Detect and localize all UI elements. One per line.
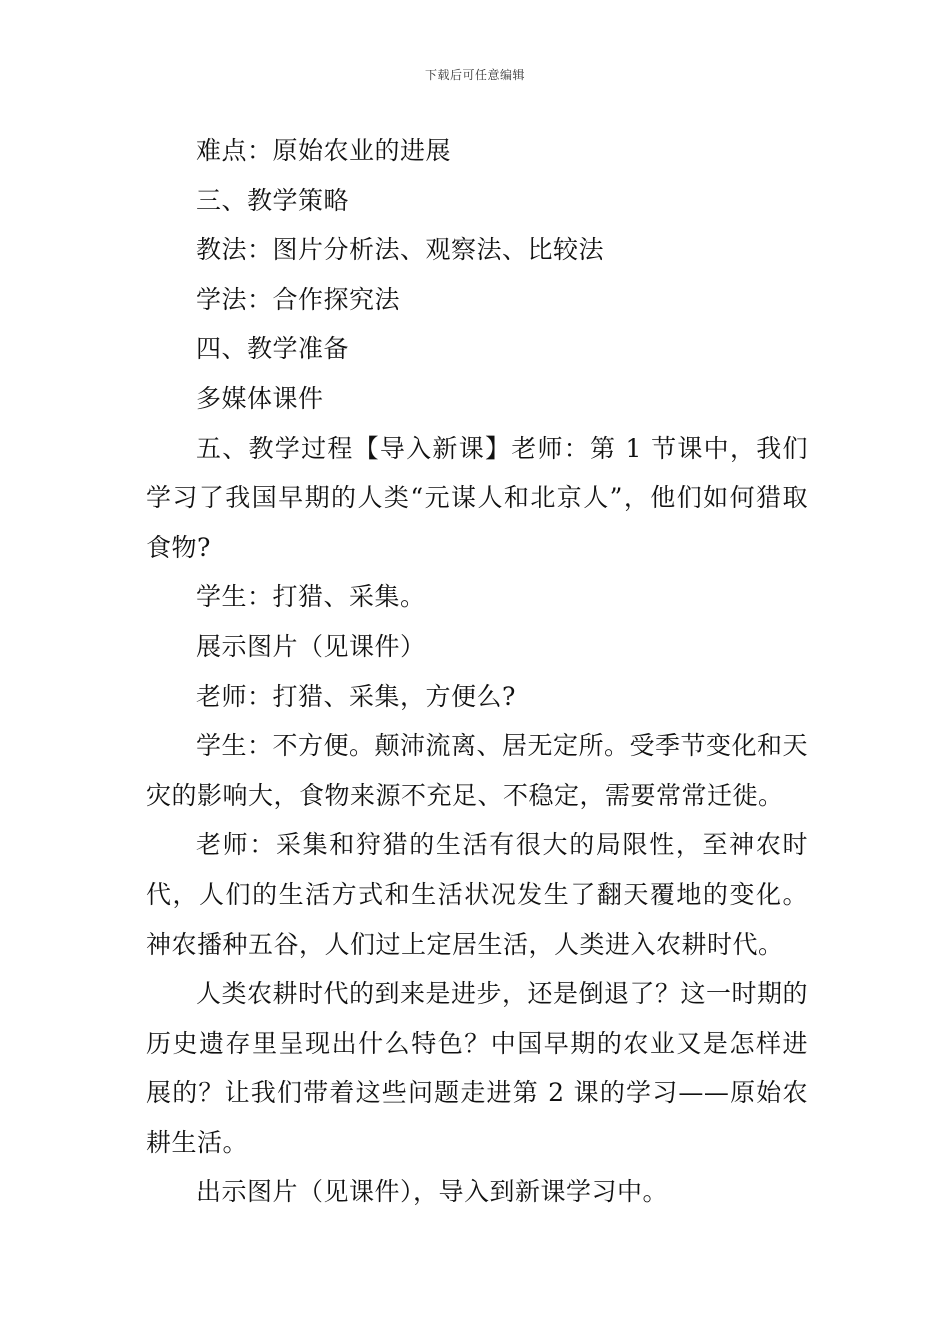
paragraph-teacher-explanation: 老师：采集和狩猎的生活有很大的局限性，至神农时代，人们的生活方式和生活状况发生了翻天覆地的变化。神农播种五谷，人们过上定居生活，人类进入农耕时代。: [146, 830, 808, 959]
section-heading-teaching-strategy: 三、教学策略: [196, 185, 350, 215]
paragraph-learning-method: 学法：合作探究法: [196, 284, 401, 314]
paragraph-teacher-question: 老师：打猎、采集，方便么?: [196, 681, 516, 711]
paragraph-difficulty: 难点：原始农业的进展: [196, 136, 452, 165]
paragraph-lead-in-questions: 人类农耕时代的到来是进步，还是倒退了？这一时期的历史遗存里呈现出什么特色？中国早期的农业又是怎样进展的？让我们带着这些问题走进第 2 课的学习——原始农耕生活。: [146, 979, 809, 1157]
section-heading-teaching-preparation: 四、教学准备: [196, 334, 350, 364]
paragraph-student-answer-1: 学生：打猎、采集。: [196, 582, 426, 612]
paragraph-teaching-method: 教法：图片分析法、观察法、比较法: [196, 235, 605, 265]
paragraph-student-answer-2: 学生：不方便。颠沛流离、居无定所。受季节变化和天灾的影响大，食物来源不充足、不稳定，需要常常迁徙。: [146, 731, 809, 810]
paragraph-teaching-process-intro: 五、教学过程【导入新课】老师：第 1 节课中，我们学习了我国早期的人类“元谋人和北京人”，他们如何猎取食物?: [146, 433, 808, 562]
paragraph-multimedia: 多媒体课件: [196, 383, 324, 413]
paragraph-show-picture: 展示图片（见课件）: [196, 631, 426, 661]
page-header: 下载后可任意编辑: [424, 68, 525, 82]
paragraph-new-lesson: 出示图片（见课件），导入到新课学习中。: [196, 1177, 669, 1207]
document-body: [146, 126, 808, 1217]
